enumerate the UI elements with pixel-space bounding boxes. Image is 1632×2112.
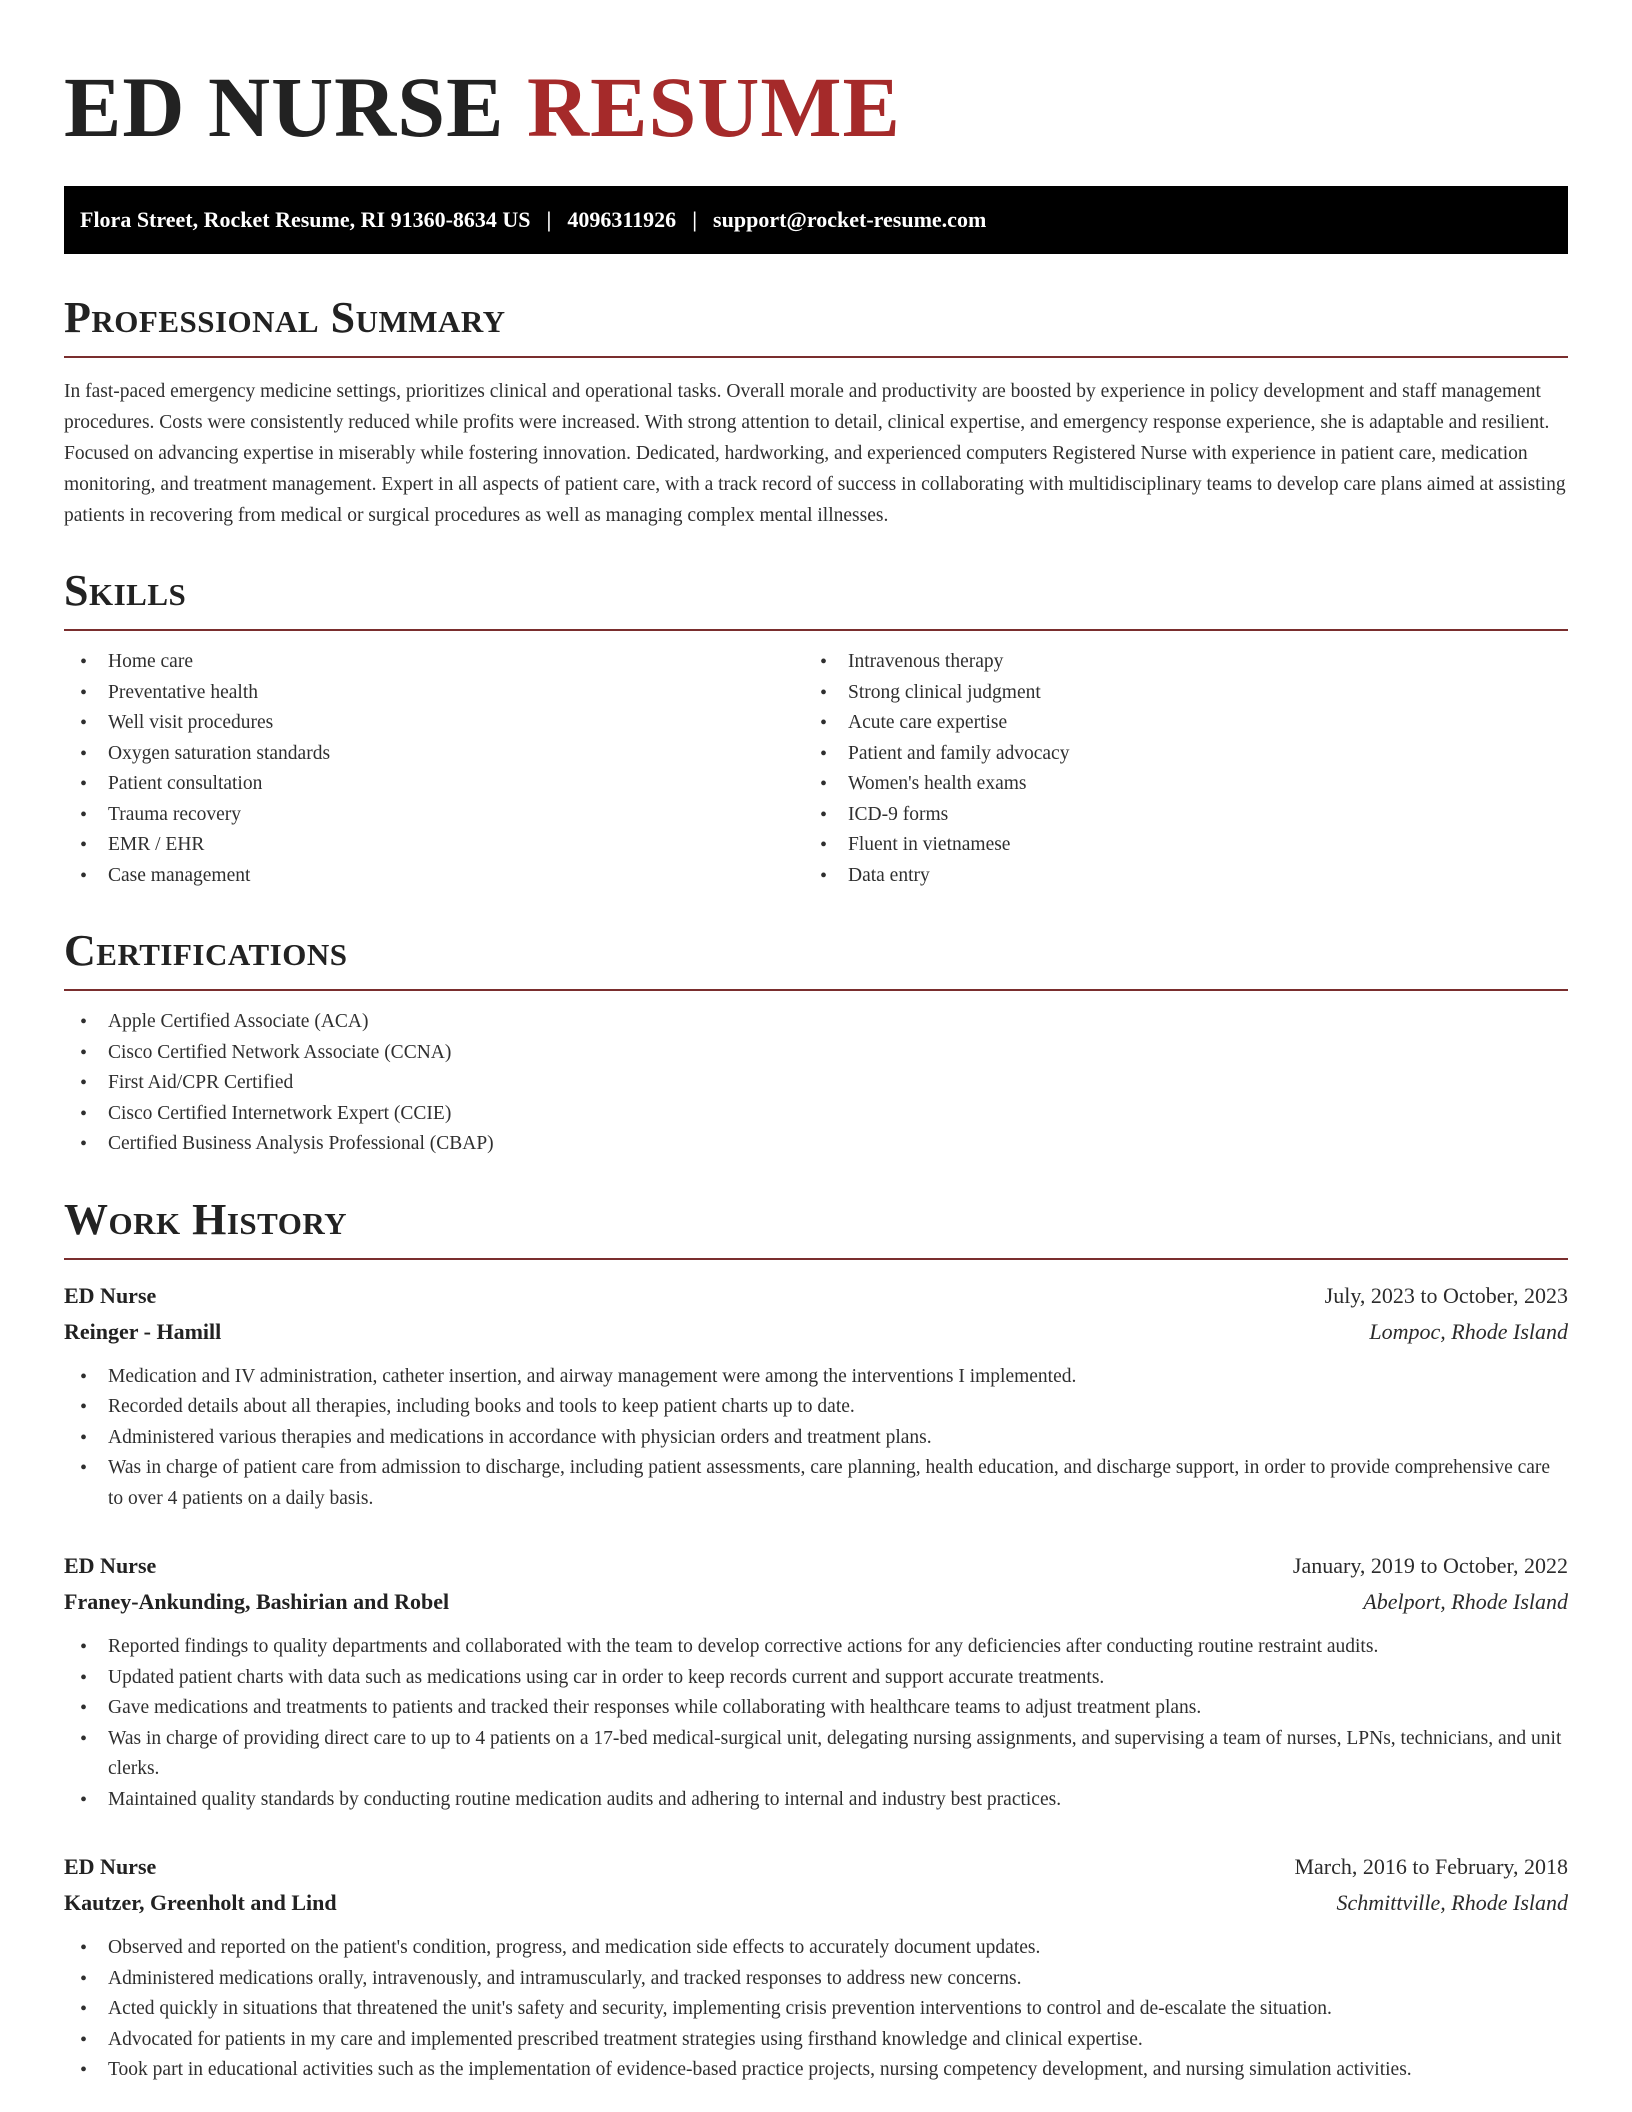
contact-separator: | [692, 207, 698, 232]
job-location: Abelport, Rhode Island [1363, 1589, 1568, 1614]
section-divider [64, 989, 1568, 991]
job-entry [64, 1849, 1568, 2086]
skill-item: • Data entry [804, 861, 1544, 892]
job-duty-item: • Gave medications and treatments to patients and tracked their responses while collaborating with healthcare teams to adjust treatment plans. [64, 1693, 1568, 1724]
skill-item: • Acute care expertise [804, 708, 1544, 739]
certifications-section [64, 926, 1568, 1160]
job-company-row [64, 1584, 1568, 1620]
job-location: Schmittville, Rhode Island [1336, 1890, 1568, 1915]
job-duty-item: • Maintained quality standards by conducting routine medication audits and adhering to internal and industry best practices. [64, 1785, 1568, 1816]
work-history-section [64, 1194, 1568, 2086]
skills-list-right [804, 647, 1544, 891]
contact-address: Flora Street, Rocket Resume, RI 91360-8634 US [80, 207, 531, 232]
job-company: Reinger - Hamill [64, 1318, 222, 1344]
skill-item: • Fluent in vietnamese [804, 830, 1544, 861]
job-header-row [64, 1849, 1568, 1885]
job-entry [64, 1278, 1568, 1515]
job-duty-item: • Acted quickly in situations that threatened the unit's safety and security, implementing crisis prevention interventions to control and de-escalate the situation. [64, 1994, 1568, 2025]
summary-text: In fast-paced emergency medicine settings, prioritizes clinical and operational tasks. Overall morale and productivity are boosted by experience in policy development and staff management procedures. Costs were consistently reduced while profits were increased. With strong attention to detail, clinical expertise, and emergency response experience, she is adaptable and resilient. Focused on advancing expertise in miserably while fostering innovation. Dedicated, hardworking, and experienced computers Registered Nurse with experience in patient care, medication monitoring, and treatment management. Expert in all aspects of patient care, with a track record of success in collaborating with multidisciplinary teams to develop care plans aimed at assisting patients in recovering from medical or surgical procedures as well as managing complex mental illnesses. [64, 381, 1566, 526]
job-dates: March, 2016 to February, 2018 [1294, 1854, 1568, 1879]
job-title: ED Nurse [64, 1553, 157, 1578]
job-dates: July, 2023 to October, 2023 [1324, 1282, 1568, 1308]
skills-list-left [64, 647, 804, 891]
certification-item: • Cisco Certified Internetwork Expert (CCIE) [64, 1099, 1568, 1130]
skill-item: • Strong clinical judgment [804, 678, 1544, 709]
job-header-row [64, 1278, 1568, 1314]
job-duty-item: • Was in charge of patient care from admission to discharge, including patient assessments, care planning, health education, and discharge support, in order to provide comprehensive care to over 4 patients on a daily basis. [64, 1453, 1568, 1514]
skill-item: • Trauma recovery [64, 800, 804, 831]
job-duty-item: • Reported findings to quality departments and collaborated with the team to develop corrective actions for any deficiencies after conducting routine restraint audits. [64, 1632, 1568, 1663]
contact-phone: 4096311926 [567, 207, 677, 232]
certification-item: • Cisco Certified Network Associate (CCNA) [64, 1038, 1568, 1069]
certification-item: • Apple Certified Associate (ACA) [64, 1007, 1568, 1038]
section-divider [64, 356, 1568, 358]
skill-item: • Preventative health [64, 678, 804, 709]
skill-item: • Well visit procedures [64, 708, 804, 739]
skill-item: • Oxygen saturation standards [64, 739, 804, 770]
certification-item: • Certified Business Analysis Professional (CBAP) [64, 1129, 1568, 1160]
skills-section [64, 566, 1568, 891]
job-duty-item: • Recorded details about all therapies, including books and tools to keep patient charts up to date. [64, 1392, 1568, 1423]
skills-columns [64, 647, 1568, 891]
job-company: Kautzer, Greenholt and Lind [64, 1890, 337, 1915]
job-company: Franey-Ankunding, Bashirian and Robel [64, 1589, 450, 1614]
job-duty-item: • Was in charge of providing direct care to up to 4 patients on a 17-bed medical-surgical unit, delegating nursing assignments, and supervising a team of nurses, LPNs, technicians, and unit clerks. [64, 1724, 1568, 1785]
job-duty-item: • Advocated for patients in my care and implemented prescribed treatment strategies using firsthand knowledge and clinical expertise. [64, 2025, 1568, 2056]
job-duty-item: • Observed and reported on the patient's condition, progress, and medication side effects to accurately document updates. [64, 1933, 1568, 1964]
job-entry [64, 1548, 1568, 1815]
job-duty-item: • Medication and IV administration, catheter insertion, and airway management were among the interventions I implemented. [64, 1362, 1568, 1393]
skill-item: • Patient consultation [64, 769, 804, 800]
job-duties-list [64, 1362, 1568, 1515]
contact-separator: | [546, 207, 552, 232]
summary-section [64, 293, 1568, 531]
title-accent: RESUME [526, 59, 901, 155]
work-history-heading: Work History [64, 1194, 348, 1244]
certifications-heading: Certifications [64, 926, 348, 975]
skill-item: • Case management [64, 861, 804, 892]
job-duties-list [64, 1632, 1568, 1815]
job-title: ED Nurse [64, 1854, 157, 1879]
skill-item: • Patient and family advocacy [804, 739, 1544, 770]
skill-item: • Home care [64, 647, 804, 678]
skill-item: • EMR / EHR [64, 830, 804, 861]
job-duty-item: • Took part in educational activities such as the implementation of evidence-based practice projects, nursing competency development, and nursing simulation activities. [64, 2055, 1568, 2086]
job-duties-list [64, 1933, 1568, 2086]
job-dates: January, 2019 to October, 2022 [1292, 1553, 1568, 1578]
job-list [64, 1278, 1568, 2086]
section-divider [64, 629, 1568, 631]
job-location: Lompoc, Rhode Island [1369, 1318, 1568, 1344]
job-duty-item: • Administered medications orally, intravenously, and intramuscularly, and tracked responses to address new concerns. [64, 1964, 1568, 1995]
job-header-row [64, 1548, 1568, 1584]
job-title: ED Nurse [64, 1282, 157, 1308]
skill-item: • Intravenous therapy [804, 647, 1544, 678]
section-divider [64, 1258, 1568, 1260]
certifications-list [64, 1007, 1568, 1160]
summary-heading: Professional Summary [64, 293, 506, 342]
job-duty-item: • Administered various therapies and medications in accordance with physician orders and treatment plans. [64, 1423, 1568, 1454]
job-company-row [64, 1885, 1568, 1921]
skills-heading: Skills [64, 566, 187, 615]
page-title [64, 59, 1568, 155]
job-duty-item: • Updated patient charts with data such as medications using car in order to keep records current and support accurate treatments. [64, 1663, 1568, 1694]
certification-item: • First Aid/CPR Certified [64, 1068, 1568, 1099]
contact-email[interactable]: support@rocket-resume.com [713, 207, 987, 232]
skill-item: • Women's health exams [804, 769, 1544, 800]
job-company-row [64, 1314, 1568, 1350]
title-main: ED NURSE [64, 59, 505, 155]
skill-item: • ICD-9 forms [804, 800, 1544, 831]
contact-bar [64, 186, 1568, 254]
